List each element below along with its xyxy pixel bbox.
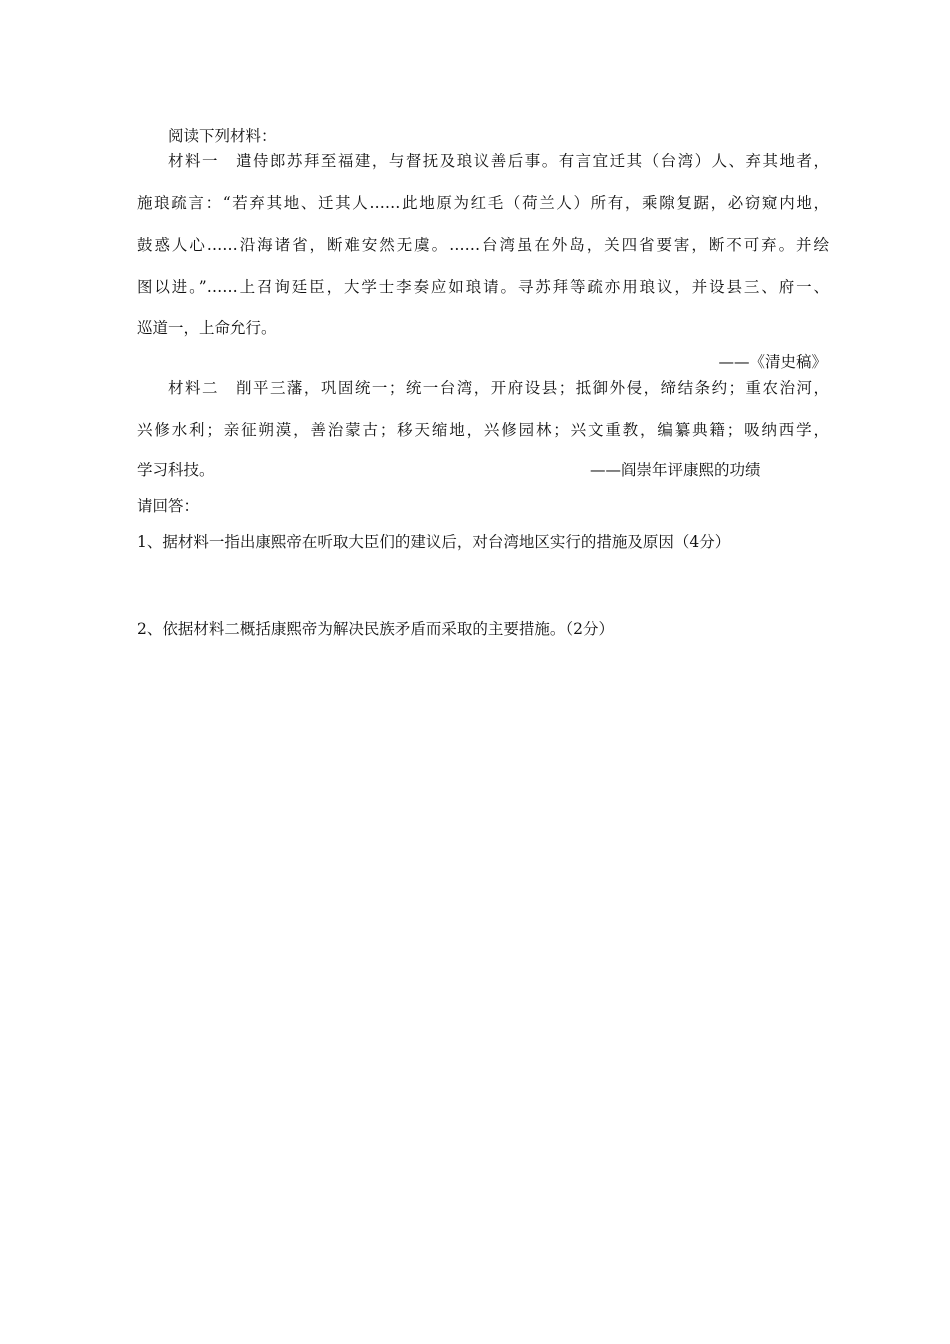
material2-source: ——阎崇年评康熙的功绩 xyxy=(590,461,761,479)
intro-text: 阅读下列材料： xyxy=(168,127,277,145)
material2-line-3: 学习科技。 xyxy=(137,461,215,479)
material1-line-2: 施琅疏言：“若弃其地、迁其人……此地原为红毛（荷兰人）所有，乘隙复踞，必窃窥内地， xyxy=(137,194,829,212)
question-2: 2、依据材料二概括康熙帝为解决民族矛盾而采取的主要措施。（2分） xyxy=(137,620,614,638)
material1-source: ——《清史稿》 xyxy=(718,353,827,371)
material2-label: 材料二 xyxy=(168,379,219,397)
material1-line-1 xyxy=(168,151,829,171)
material1-line-4: 图以进。”……上召询廷臣，大学士李奏应如琅请。寻苏拜等疏亦用琅议，并设县三、府一、 xyxy=(137,278,829,296)
material1-line-3: 鼓惑人心……沿海诸省，断难安然无虞。……台湾虽在外岛，关四省要害，断不可弃。并绘 xyxy=(137,236,829,254)
answer-prompt: 请回答： xyxy=(137,497,200,515)
material1-label: 材料一 xyxy=(168,152,219,170)
material1-text-1: 遣侍郎苏拜至福建，与督抚及琅议善后事。有言宜迁其（台湾）人、弃其地者， xyxy=(235,152,829,170)
material2-line-2: 兴修水利；亲征朔漠，善治蒙古；移天缩地，兴修园林；兴文重教，编纂典籍；吸纳西学， xyxy=(137,421,829,439)
material2-text-1: 削平三藩，巩固统一；统一台湾，开府设县；抵御外侵，缔结条约；重农治河， xyxy=(235,379,829,397)
question-1: 1、据材料一指出康熙帝在听取大臣们的建议后，对台湾地区实行的措施及原因（4分） xyxy=(137,533,731,551)
material2-line-1 xyxy=(168,378,829,398)
material1-line-5: 巡道一，上命允行。 xyxy=(137,319,277,337)
